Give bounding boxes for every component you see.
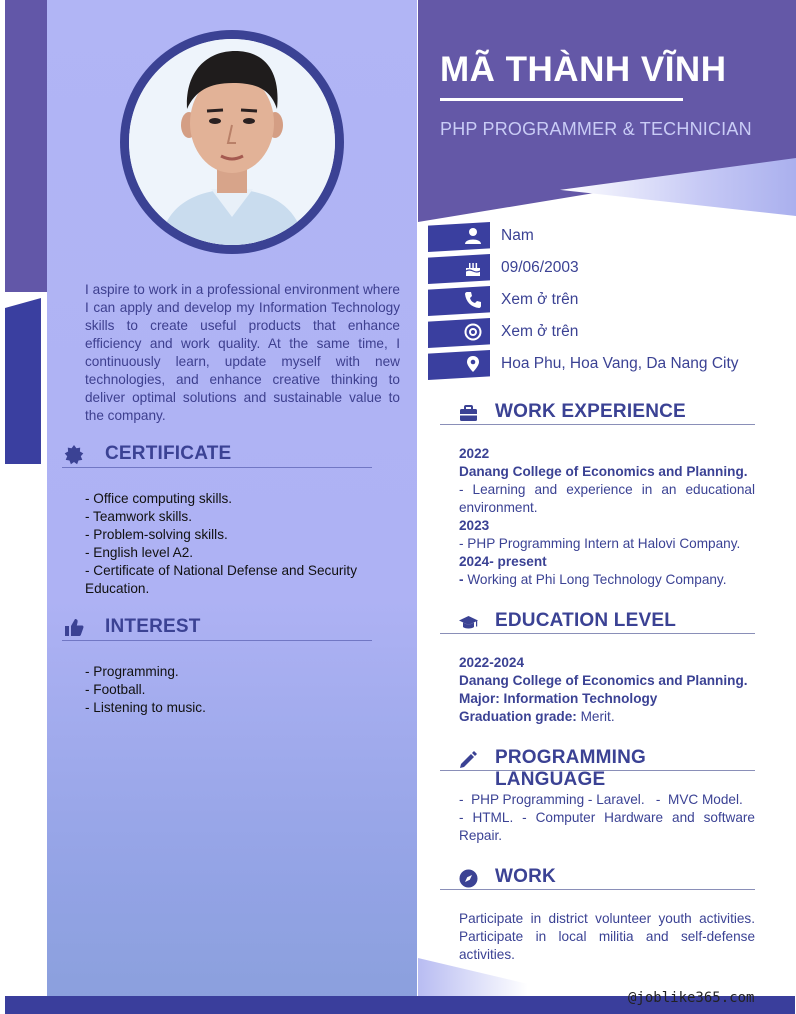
programming-title: PROGRAMMING LANGUAGE (495, 747, 647, 790)
contact-tab (428, 254, 490, 284)
work-experience-body (459, 445, 759, 589)
thumbs-up-icon (64, 618, 84, 638)
entry-dash: - (459, 572, 464, 587)
job-title: PHP PROGRAMMER & TECHNICIAN (440, 119, 752, 139)
contact-phone (428, 286, 768, 316)
entry-detail: Working at Phi Long Technology Company. (467, 572, 727, 587)
entry-detail: - Learning and experience in an educational environment. (459, 482, 759, 515)
birthday-cake-icon (464, 259, 482, 277)
watermark: @joblike365.com (628, 990, 755, 1006)
work-body (459, 910, 759, 964)
education-grade-label: Graduation grade: (459, 709, 577, 724)
briefcase-icon (459, 404, 478, 423)
avatar-frame (120, 30, 344, 254)
work-experience-title: WORK EXPERIENCE (495, 401, 686, 422)
contact-gender (428, 222, 768, 252)
email-at-icon (464, 323, 482, 341)
decor-left-accent (5, 298, 41, 464)
compass-icon (459, 869, 478, 888)
avatar-photo (129, 39, 335, 245)
decor-bottom-light (418, 958, 528, 998)
work-heading (440, 866, 755, 890)
certificate-title: CERTIFICATE (105, 443, 232, 464)
list-item: - Problem-solving skills. (85, 527, 228, 542)
programming-heading (440, 747, 755, 790)
education-grade-value: Merit. (576, 709, 615, 724)
education-heading (440, 610, 755, 634)
candidate-name: MÃ THÀNH VĨNH (440, 50, 727, 89)
programming-text: - PHP Programming - Laravel. - MVC Model. - HTML. - Computer Hardware and software Repair. (459, 792, 755, 843)
contact-value: Xem ở trên (501, 323, 579, 340)
interest-heading (62, 615, 372, 641)
contact-birthday (428, 254, 768, 284)
contact-tab (428, 318, 490, 348)
contact-value: Hoa Phu, Hoa Vang, Da Nang City (501, 355, 739, 372)
contact-address (428, 350, 768, 380)
certificate-list (85, 490, 385, 598)
education-major: Major: Information Technology (459, 691, 658, 706)
list-item: - Programming. (85, 664, 179, 679)
interest-list (85, 663, 385, 717)
list-item: - Teamwork skills. (85, 509, 193, 524)
badge-seal-icon (64, 445, 84, 465)
list-item: - Certificate of National Defense and Security Education. (85, 563, 361, 596)
work-title: WORK (495, 866, 556, 887)
list-item: - Football. (85, 682, 146, 697)
education-period: 2022-2024 (459, 655, 525, 670)
education-school: Danang College of Economics and Planning. (459, 673, 748, 688)
career-summary: I aspire to work in a professional environment where I can apply and develop my Information Technology skills to create useful products that enhance efficiency and work quality. At the same time, I continuously learn, update myself with new technologies, and enhance creative thinking to deliver optimal solutions and sustainable value to the company. (85, 282, 400, 423)
contact-tab (428, 222, 490, 252)
work-text: Participate in district volunteer youth activities. Participate in local militia and self-defense activities. (459, 911, 759, 962)
education-body (459, 654, 755, 726)
entry-period: 2022 (459, 446, 490, 461)
phone-icon (464, 291, 482, 309)
contact-tab (428, 286, 490, 316)
entry-period: 2023 (459, 518, 490, 533)
contact-value: Nam (501, 227, 534, 244)
contact-email (428, 318, 768, 348)
name-underline (440, 98, 683, 101)
list-item: - English level A2. (85, 545, 194, 560)
person-icon (464, 227, 482, 245)
list-item: - Listening to music. (85, 700, 206, 715)
location-pin-icon (464, 355, 482, 373)
avatar (129, 39, 335, 245)
contact-tab (428, 350, 490, 380)
certificate-heading (62, 442, 372, 468)
entry-period: 2024- present (459, 554, 547, 569)
entry-organization: Danang College of Economics and Planning. (459, 464, 748, 479)
contact-value: 09/06/2003 (501, 259, 579, 276)
programming-body (459, 791, 755, 845)
decor-left-strip (5, 0, 47, 292)
graduation-cap-icon (459, 613, 478, 632)
education-title: EDUCATION LEVEL (495, 610, 677, 631)
contact-value: Xem ở trên (501, 291, 579, 308)
interest-title: INTEREST (105, 616, 201, 637)
work-experience-heading (440, 401, 755, 425)
entry-detail: - PHP Programming Intern at Halovi Company. (459, 536, 741, 551)
pencil-icon (459, 750, 478, 769)
list-item: - Office computing skills. (85, 491, 233, 506)
